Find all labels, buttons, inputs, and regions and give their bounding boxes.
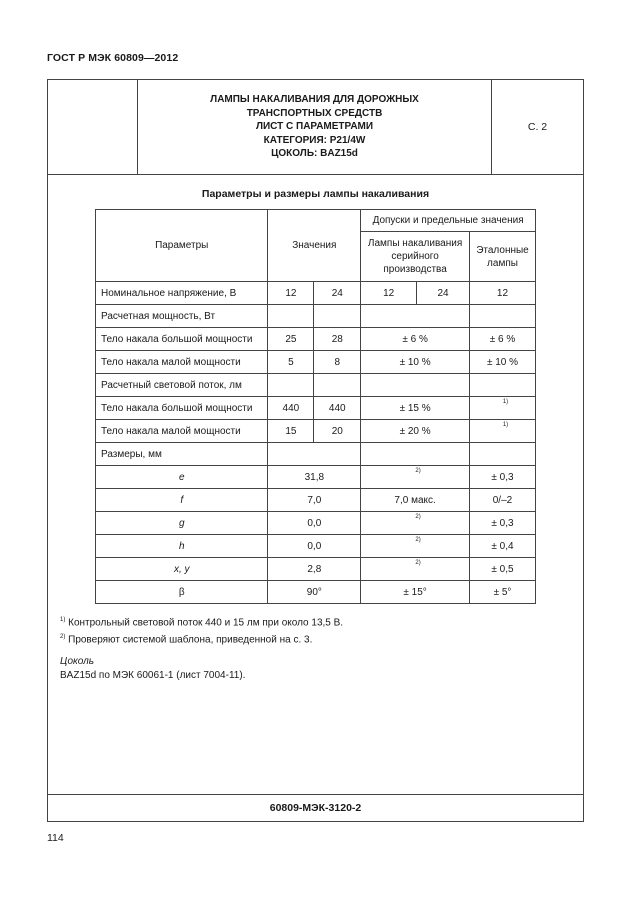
reference-cell bbox=[469, 397, 535, 420]
title-block-title bbox=[138, 80, 492, 174]
footnote-ref: 1) bbox=[502, 422, 509, 429]
table-row bbox=[96, 328, 536, 351]
table-row bbox=[96, 535, 536, 558]
footnote-ref: 2) bbox=[415, 560, 421, 567]
sheet-code: 60809-МЭК-3120-2 bbox=[269, 802, 362, 814]
header-serial: Лампы накаливания серийного производства bbox=[361, 232, 470, 282]
footnote-marker: 2) bbox=[60, 634, 66, 641]
value-cell: 15 bbox=[268, 420, 314, 443]
header-tolerances: Допуски и предельные значения bbox=[361, 210, 536, 232]
value-cell bbox=[268, 374, 314, 397]
base-title: Цоколь bbox=[60, 656, 95, 667]
footnotes bbox=[60, 613, 343, 648]
base-block bbox=[60, 655, 245, 683]
footnote-ref: 2) bbox=[415, 468, 421, 475]
serial-cell: ± 15 % bbox=[361, 397, 470, 420]
value-cell: 0,0 bbox=[268, 535, 361, 558]
table-header-row bbox=[96, 210, 536, 232]
reference-cell: ± 0,3 bbox=[469, 512, 535, 535]
value-cell: 440 bbox=[314, 397, 361, 420]
reference-cell bbox=[469, 374, 535, 397]
footnote-ref: 2) bbox=[415, 537, 421, 544]
reference-cell: ± 0,4 bbox=[469, 535, 535, 558]
reference-cell: ± 5° bbox=[469, 581, 535, 604]
serial-cell bbox=[361, 535, 470, 558]
value-cell bbox=[314, 305, 361, 328]
value-cell: 5 bbox=[268, 351, 314, 374]
row-label: Размеры, мм bbox=[96, 443, 268, 466]
row-label: e bbox=[96, 466, 268, 489]
footnote-text: Проверяют системой шаблона, приведенной на с. 3. bbox=[68, 634, 313, 646]
value-cell: 28 bbox=[314, 328, 361, 351]
standard-header: ГОСТ Р МЭК 60809—2012 bbox=[47, 52, 179, 64]
row-label: Расчетная мощность, Вт bbox=[96, 305, 268, 328]
table-row bbox=[96, 489, 536, 512]
header-values: Значения bbox=[268, 210, 361, 282]
serial-cell: ± 6 % bbox=[361, 328, 470, 351]
table-row bbox=[96, 374, 536, 397]
footnote-ref: 1) bbox=[502, 399, 509, 406]
header-params: Параметры bbox=[96, 210, 268, 282]
serial-cell bbox=[361, 466, 470, 489]
footnote-2 bbox=[60, 630, 343, 647]
table-row bbox=[96, 558, 536, 581]
table-row bbox=[96, 466, 536, 489]
parameters-table bbox=[95, 209, 536, 604]
serial-cell: ± 20 % bbox=[361, 420, 470, 443]
row-label: Тело накала малой мощности bbox=[96, 351, 268, 374]
base-text: BAZ15d по МЭК 60061-1 (лист 7004-11). bbox=[60, 670, 246, 681]
serial-cell: 7,0 макс. bbox=[361, 489, 470, 512]
value-cell: 12 bbox=[268, 282, 314, 305]
serial-cell: ± 15° bbox=[361, 581, 470, 604]
row-label: β bbox=[96, 581, 268, 604]
row-label: h bbox=[96, 535, 268, 558]
reference-cell: ± 6 % bbox=[469, 328, 535, 351]
row-label: g bbox=[96, 512, 268, 535]
serial-cell bbox=[361, 512, 470, 535]
serial-cell: 24 bbox=[417, 282, 470, 305]
row-label: Тело накала большой мощности bbox=[96, 328, 268, 351]
sheet-frame bbox=[47, 79, 584, 822]
footnote-ref: 2) bbox=[415, 514, 421, 521]
value-cell: 25 bbox=[268, 328, 314, 351]
reference-cell bbox=[469, 443, 535, 466]
value-cell bbox=[314, 374, 361, 397]
title-line-3: ЛИСТ С ПАРАМЕТРАМИ bbox=[255, 121, 374, 133]
serial-cell bbox=[361, 443, 470, 466]
title-line-5: ЦОКОЛЬ: BAZ15d bbox=[271, 148, 358, 160]
reference-cell: ± 10 % bbox=[469, 351, 535, 374]
table-row bbox=[96, 305, 536, 328]
table-row bbox=[96, 581, 536, 604]
header-reference: Эталонные лампы bbox=[469, 232, 535, 282]
footnote-marker: 1) bbox=[60, 617, 66, 623]
row-label: Расчетный световой поток, лм bbox=[96, 374, 268, 397]
value-cell: 2,8 bbox=[268, 558, 361, 581]
value-cell: 440 bbox=[268, 397, 314, 420]
row-label: Номинальное напряжение, В bbox=[96, 282, 268, 305]
table-row bbox=[96, 397, 536, 420]
serial-cell: ± 10 % bbox=[361, 351, 470, 374]
value-cell: 20 bbox=[314, 420, 361, 443]
reference-cell bbox=[469, 420, 535, 443]
row-label: x, y bbox=[96, 558, 268, 581]
table-row bbox=[96, 282, 536, 305]
reference-cell: ± 0,5 bbox=[469, 558, 535, 581]
serial-cell: 12 bbox=[361, 282, 417, 305]
row-label: f bbox=[96, 489, 268, 512]
value-cell: 8 bbox=[314, 351, 361, 374]
footnote-1 bbox=[60, 613, 343, 630]
row-label: Тело накала малой мощности bbox=[96, 420, 268, 443]
value-cell bbox=[268, 443, 361, 466]
table-row bbox=[96, 512, 536, 535]
serial-cell bbox=[361, 305, 470, 328]
row-label: Тело накала большой мощности bbox=[96, 397, 268, 420]
table-row bbox=[96, 351, 536, 374]
reference-cell: 0/–2 bbox=[469, 489, 535, 512]
reference-cell: 12 bbox=[469, 282, 535, 305]
value-cell: 0,0 bbox=[268, 512, 361, 535]
table-row bbox=[96, 420, 536, 443]
serial-cell bbox=[361, 374, 470, 397]
table-caption: Параметры и размеры лампы накаливания bbox=[201, 188, 430, 200]
reference-cell: ± 0,3 bbox=[469, 466, 535, 489]
table-row bbox=[96, 443, 536, 466]
footnote-text: Контрольный световой поток 440 и 15 лм при около 13,5 В. bbox=[68, 617, 344, 629]
title-line-4: КАТЕГОРИЯ: P21/4W bbox=[263, 134, 366, 146]
page-number: 114 bbox=[47, 832, 64, 844]
title-block bbox=[48, 80, 583, 175]
footer-divider bbox=[48, 794, 583, 795]
title-block-left-cell bbox=[48, 80, 138, 174]
reference-cell bbox=[469, 305, 535, 328]
title-line-2: ТРАНСПОРТНЫХ СРЕДСТВ bbox=[246, 107, 383, 119]
value-cell: 7,0 bbox=[268, 489, 361, 512]
value-cell: 90° bbox=[268, 581, 361, 604]
title-line-1: ЛАМПЫ НАКАЛИВАНИЯ ДЛЯ ДОРОЖНЫХ bbox=[210, 94, 419, 106]
value-cell: 31,8 bbox=[268, 466, 361, 489]
serial-cell bbox=[361, 558, 470, 581]
value-cell: 24 bbox=[314, 282, 361, 305]
value-cell bbox=[268, 305, 314, 328]
sheet-number: С. 2 bbox=[527, 121, 548, 133]
